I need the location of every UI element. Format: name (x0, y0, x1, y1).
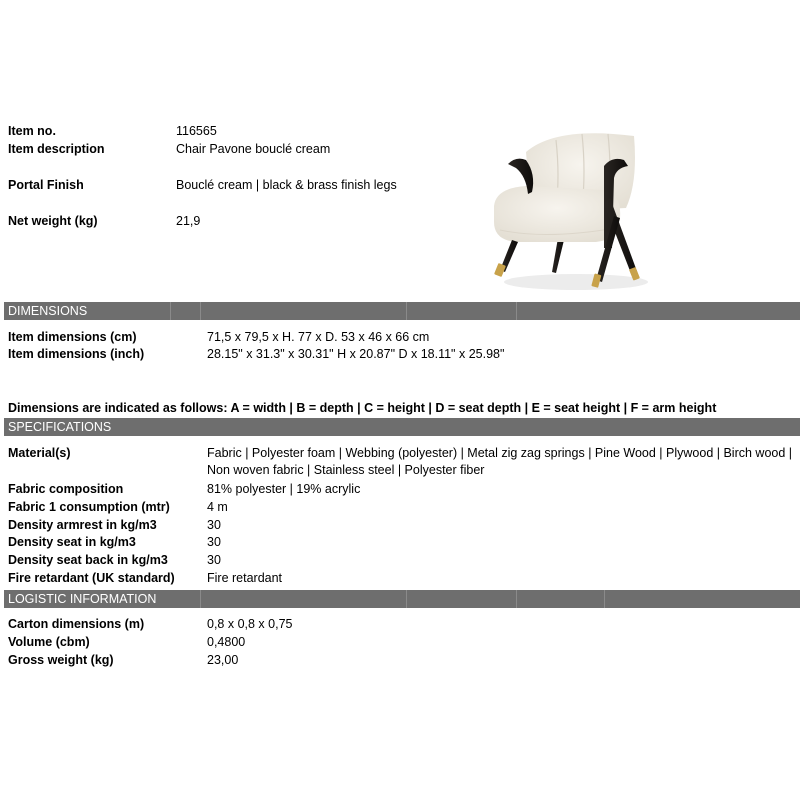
armchair-photo (486, 122, 652, 294)
spec-row-label: Fabric composition (8, 482, 124, 496)
item-no-value: 116565 (176, 124, 217, 138)
item-no-label: Item no. (8, 124, 56, 138)
dimensions-row-label: Item dimensions (inch) (8, 347, 145, 361)
net-weight-value: 21,9 (176, 214, 201, 228)
dimensions-row-value: 71,5 x 79,5 x H. 77 x D. 53 x 46 x 66 cm (207, 330, 430, 344)
dimensions-header (4, 302, 800, 320)
spec-row-value: 30 (207, 518, 221, 532)
portal-finish-label: Portal Finish (8, 178, 84, 192)
spec-row-label: Fabric 1 consumption (mtr) (8, 500, 170, 514)
materials-label: Material(s) (8, 446, 71, 460)
spec-row-label: Density seat back in kg/m3 (8, 553, 168, 567)
spec-row-value: 30 (207, 535, 221, 549)
dimensions-title: DIMENSIONS (8, 304, 88, 318)
spec-row-label: Fire retardant (UK standard) (8, 571, 175, 585)
net-weight-label: Net weight (kg) (8, 214, 98, 228)
specifications-title: SPECIFICATIONS (8, 420, 112, 434)
logistic-row-value: 23,00 (207, 653, 239, 667)
logistic-title: LOGISTIC INFORMATION (8, 592, 157, 606)
dimensions-note: Dimensions are indicated as follows: A = width | B = depth | C = height | D = seat depth | E = seat height | F = arm height (8, 401, 717, 415)
spec-row-label: Density armrest in kg/m3 (8, 518, 157, 532)
spec-row-value: 30 (207, 553, 221, 567)
materials-value-line2: Non woven fabric | Stainless steel | Polyester fiber (207, 463, 485, 477)
materials-value-line1: Fabric | Polyester foam | Webbing (polyester) | Metal zig zag springs | Pine Wood | Plywood | Birch wood | (207, 446, 793, 460)
spec-row-value: 4 m (207, 500, 228, 514)
logistic-row-value: 0,8 x 0,8 x 0,75 (207, 617, 293, 631)
item-description-label: Item description (8, 142, 105, 156)
logistic-row-value: 0,4800 (207, 635, 246, 649)
specifications-header (4, 418, 800, 436)
logistic-row-label: Gross weight (kg) (8, 653, 114, 667)
spec-row-value: Fire retardant (207, 571, 283, 585)
dimensions-row-value: 28.15" x 31.3" x 30.31" H x 20.87" D x 18.11" x 25.98" (207, 347, 505, 361)
item-description-value: Chair Pavone bouclé cream (176, 142, 331, 156)
spec-row-label: Density seat in kg/m3 (8, 535, 136, 549)
logistic-row-label: Volume (cbm) (8, 635, 90, 649)
dimensions-row-label: Item dimensions (cm) (8, 330, 137, 344)
spec-row-value: 81% polyester | 19% acrylic (207, 482, 361, 496)
logistic-header (4, 590, 800, 608)
portal-finish-value: Bouclé cream | black & brass finish legs (176, 178, 397, 192)
logistic-row-label: Carton dimensions (m) (8, 617, 145, 631)
